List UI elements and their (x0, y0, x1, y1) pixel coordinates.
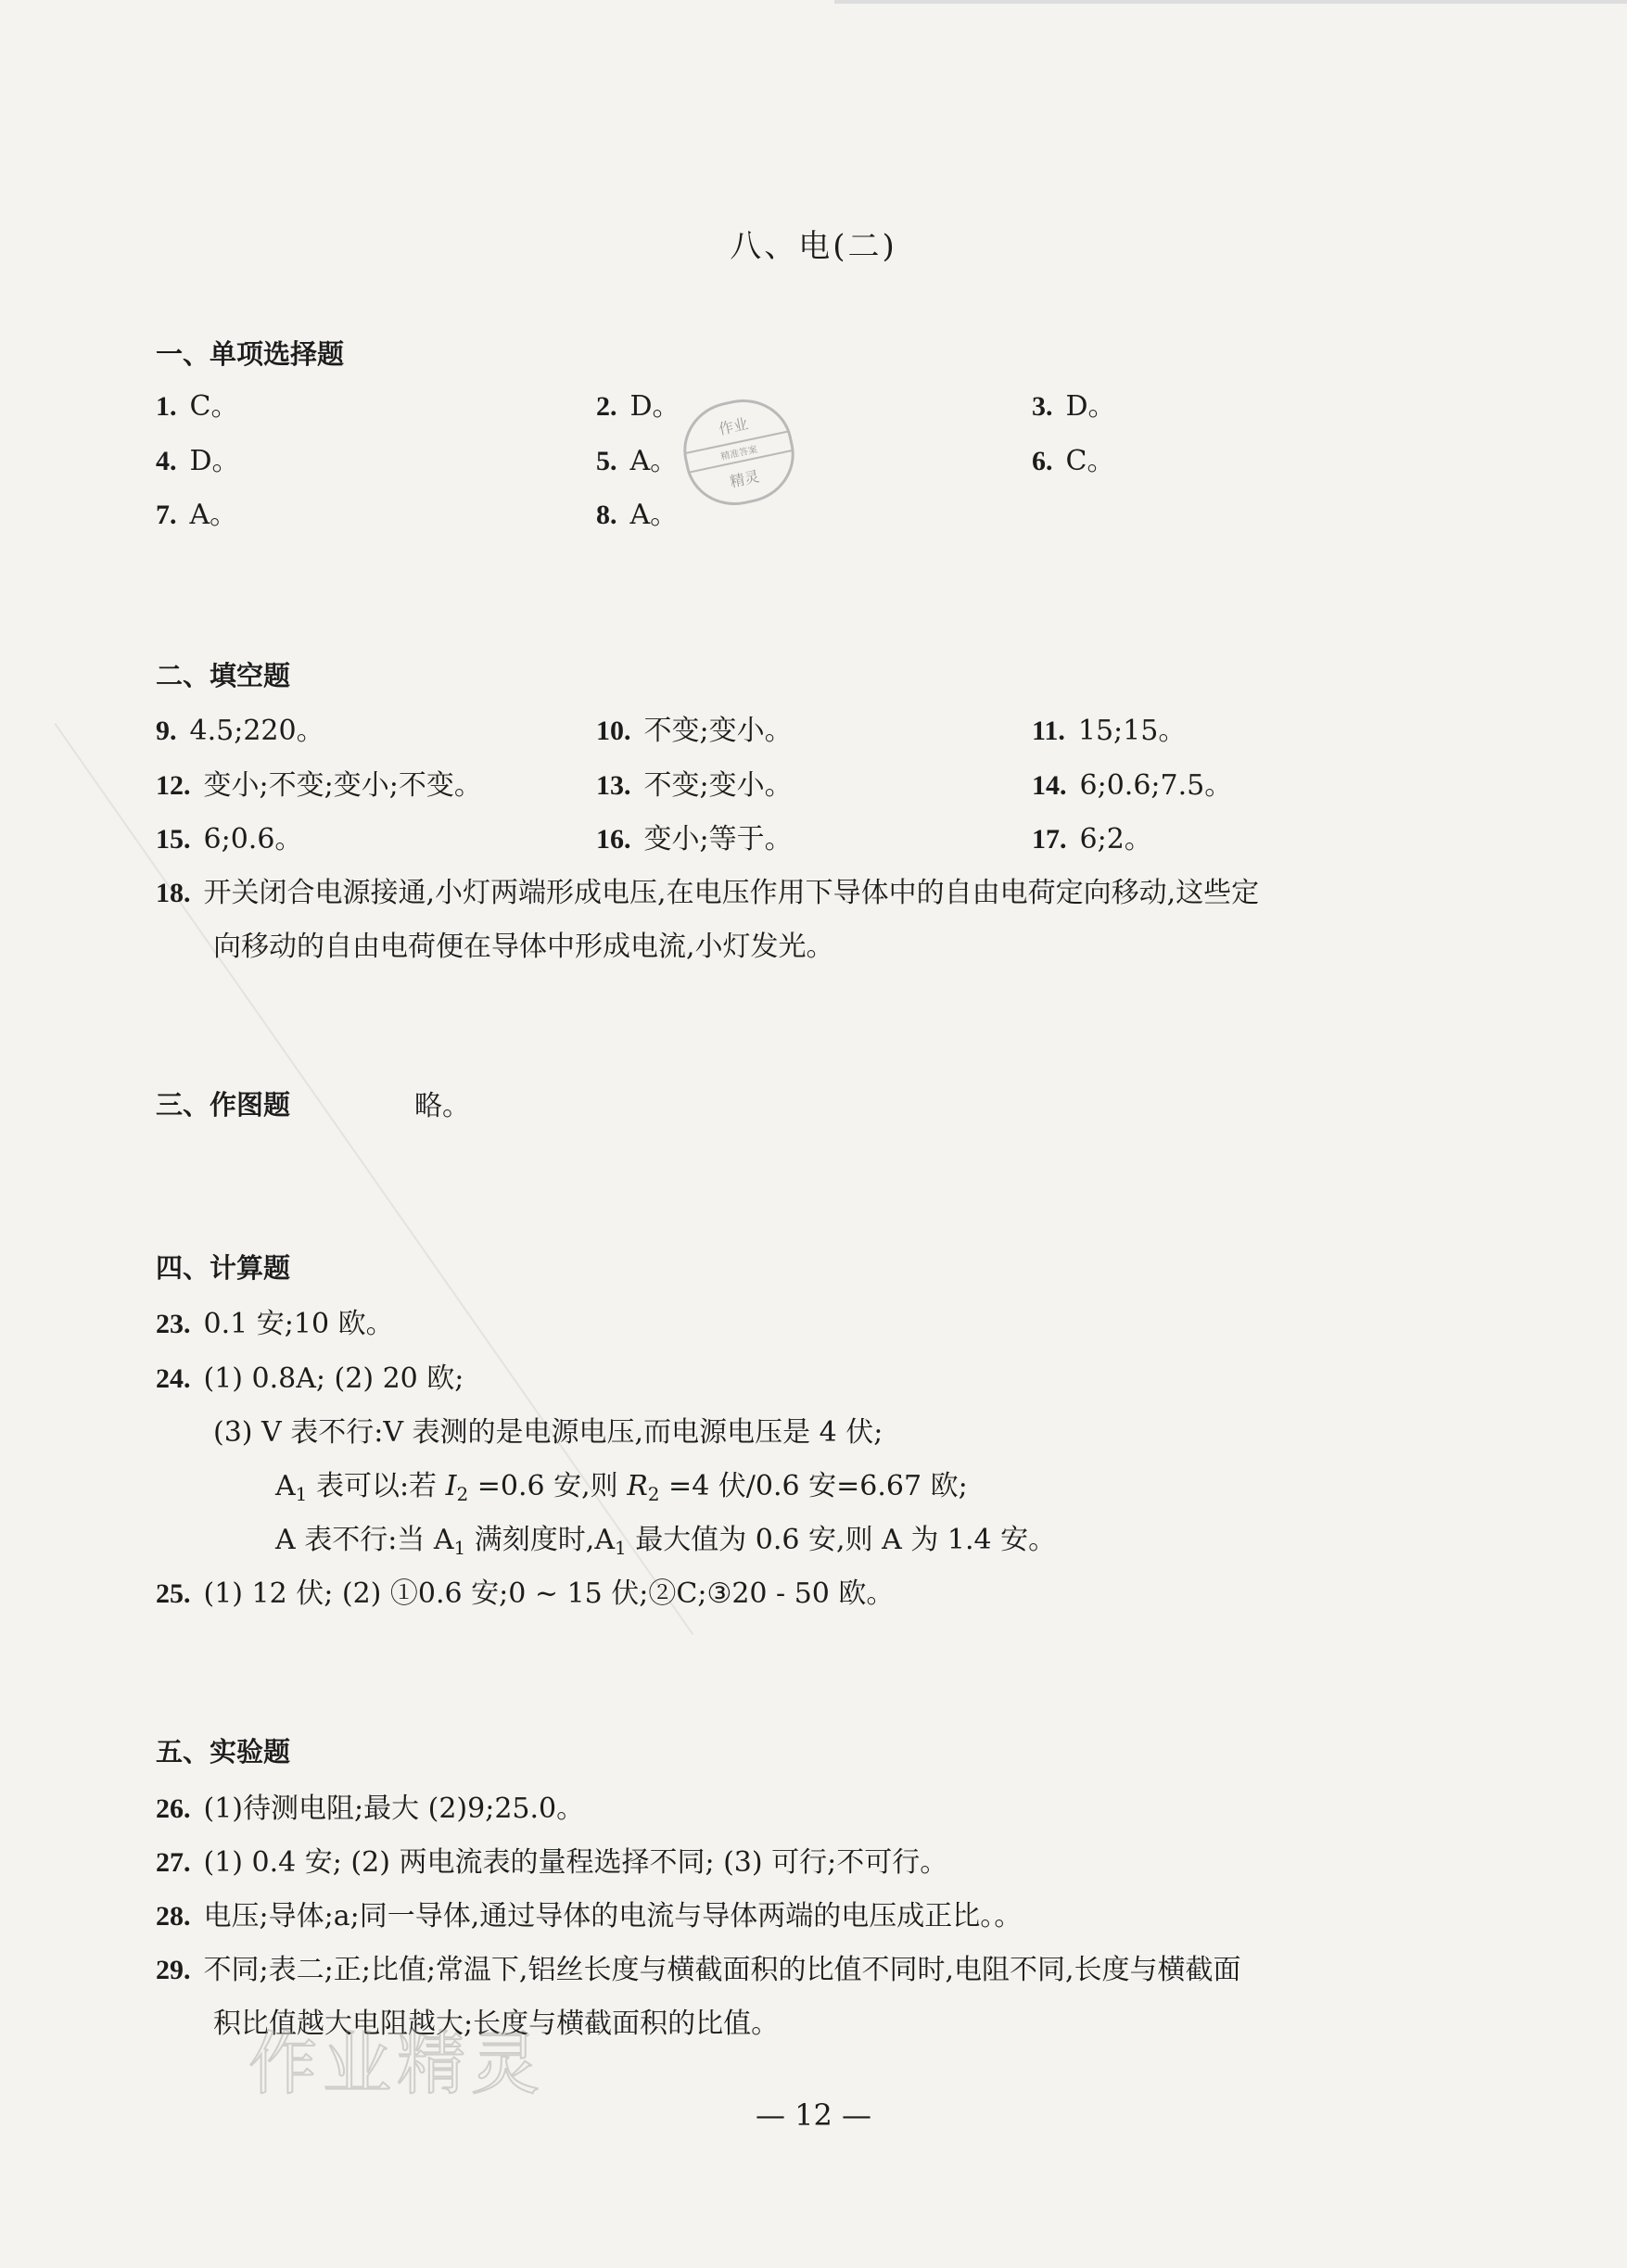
answer-18-line1: 18. 开关闭合电源接通,小灯两端形成电压,在电压作用下导体中的自由电荷定向移动,这些定 (156, 877, 1260, 909)
answer-6: 6. C。 (1032, 445, 1115, 477)
answer-drawing: 略。 (414, 1090, 470, 1122)
answer-17: 17. 6;2。 (1032, 823, 1152, 855)
answer-9: 9. 4.5;220。 (156, 715, 324, 747)
section-3-title: 三、作图题 (156, 1089, 291, 1121)
answer-27: 27. (1) 0.4 安; (2) 两电流表的量程选择不同; (3) 可行;不可行。 (156, 1846, 948, 1879)
answer-16: 16. 变小;等于。 (596, 823, 793, 855)
answer-25: 25. (1) 12 伏; (2) ①0.6 安;0 ~ 15 伏;②C;③20 - 50 欧。 (156, 1577, 895, 1610)
watermark: 作业精灵 (248, 2024, 545, 2104)
answer-14: 14. 6;0.6;7.5。 (1032, 769, 1233, 802)
stamp-logo: 作业 精准答案 精灵 (675, 390, 804, 514)
answer-23: 23. 0.1 安;10 欧。 (156, 1308, 394, 1340)
answer-28: 28. 电压;导体;a;同一导体,通过导体的电流与导体两端的电压成正比。。 (156, 1900, 1023, 1932)
answer-8: 8. A。 (596, 499, 679, 531)
answer-24-line2: (3) V 表不行:V 表测的是电源电压,而电源电压是 4 伏; (213, 1416, 883, 1449)
answer-1: 1. C。 (156, 390, 239, 423)
answer-29-line1: 29. 不同;表二;正;比值;常温下,铝丝长度与横截面积的比值不同时,电阻不同,长度与横截面 (156, 1954, 1241, 1986)
answer-29-line2: 积比值越大电阻越大;长度与横截面积的比值。 (213, 2008, 780, 2040)
page-title: 八、电(二) (730, 228, 897, 265)
answer-4: 4. D。 (156, 445, 240, 477)
answer-24-line1: 24. (1) 0.8A; (2) 20 欧; (156, 1362, 464, 1395)
answer-24-line3: $A_1$ 表可以:若 $I_2 =0.6$ 安,则 $R_2 =4$ 伏/0.6 安=6.67 欧; (275, 1470, 968, 1505)
section-2-title: 二、填空题 (156, 660, 291, 691)
answer-11: 11. 15;15。 (1032, 715, 1187, 747)
page-number: — 12 — (755, 2097, 872, 2133)
section-4-title: 四、计算题 (156, 1252, 291, 1284)
answer-3: 3. D。 (1032, 390, 1116, 423)
section-5-title: 五、实验题 (156, 1736, 291, 1768)
answer-13: 13. 不变;变小。 (596, 769, 793, 802)
answer-5: 5. A。 (596, 445, 679, 477)
answer-12: 12. 变小;不变;变小;不变。 (156, 769, 482, 802)
answer-15: 15. 6;0.6。 (156, 823, 303, 855)
answer-7: 7. A。 (156, 499, 238, 531)
answer-18-line2: 向移动的自由电荷便在导体中形成电流,小灯发光。 (213, 931, 834, 963)
answer-26: 26. (1)待测电阻;最大 (2)9;25.0。 (156, 1793, 585, 1825)
answer-2: 2. D。 (596, 390, 680, 423)
answer-24-line4: A 表不行:当 $A_1$ 满刻度时$,A_1$ 最大值为 0.6 安,则 A 为 1.4 安。 (275, 1524, 1057, 1559)
section-1-title: 一、单项选择题 (156, 338, 345, 370)
answer-10: 10. 不变;变小。 (596, 715, 793, 747)
top-edge (834, 0, 1627, 4)
